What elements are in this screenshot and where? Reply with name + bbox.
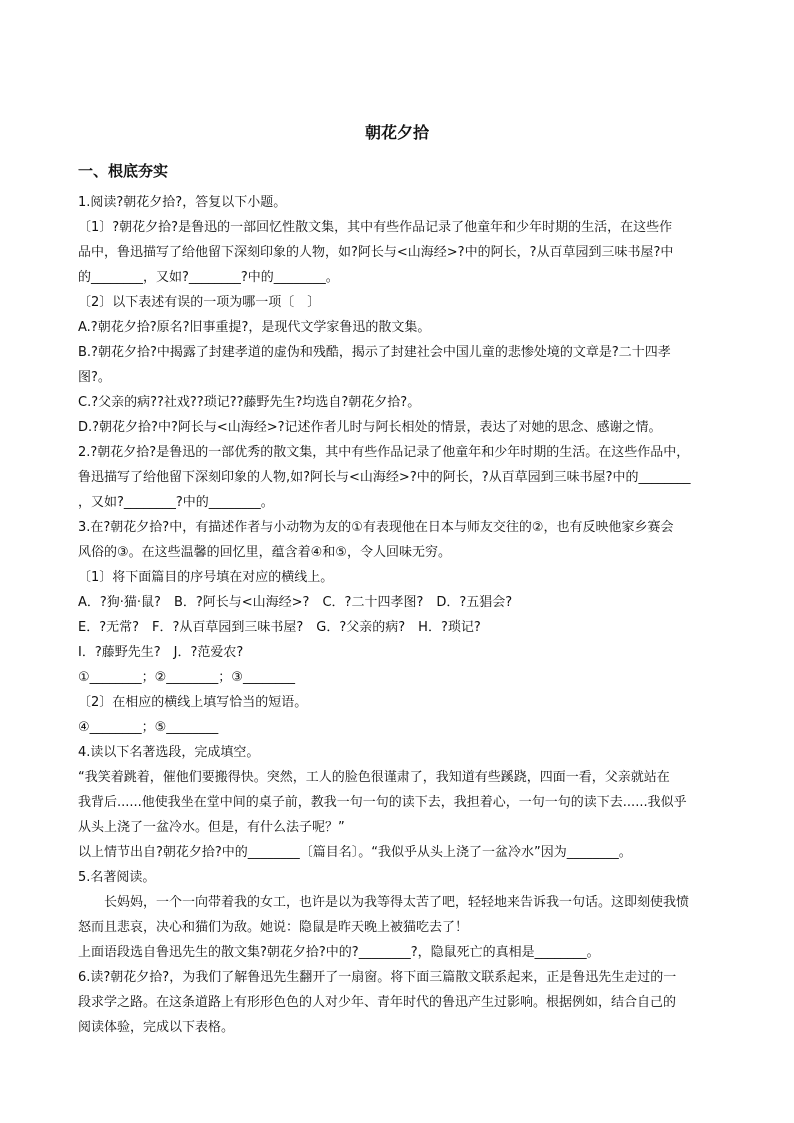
question-5-excerpt-1: 长妈妈，一个一向带着我的女工，也许是以为我等得太苦了吧，轻轻地来告诉我一句话。这即刻使我愤 <box>104 895 690 910</box>
question-3: 3.在?朝花夕拾?中，有描述作者与小动物为友的①有表现他在日本与师友交往的②，也有反映他家乡赛会 <box>78 520 674 535</box>
question-1-part-1-cont: 品中，鲁迅描写了给他留下深刻印象的人物，如?阿长与<山海经>?中的阿长，?从百草园到三味书屋?中 <box>78 245 674 260</box>
question-4-excerpt-3: 从头上浇了一盆冷水。但是，有什么法子呢？” <box>78 820 345 835</box>
option-c: C.?父亲的病??社戏??琐记??藤野先生?均选自?朝花夕拾?。 <box>78 395 421 410</box>
question-1-part-1-blanks: 的________，又如?________?中的________。 <box>78 270 339 285</box>
question-4-blanks: 以上情节出自?朝花夕拾?中的________〔篇目名〕。“我似乎从头上浇了一盆冷水”因为________。 <box>78 845 632 860</box>
question-5: 5.名著阅读。 <box>78 870 156 885</box>
question-6-cont-1: 段求学之路。在这条道路上有形形色色的人对少年、青年时代的鲁迅产生过影响。根据例如，结合自己的 <box>78 995 677 1010</box>
question-3-blanks-2: ④________；⑤________ <box>78 720 219 735</box>
question-5-blanks: 上面语段选自鲁迅先生的散文集?朝花夕拾?中的?________?，隐鼠死亡的真相是________。 <box>78 945 600 960</box>
question-6: 6.读?朝花夕拾?，为我们了解鲁迅先生翻开了一扇窗。将下面三篇散文联系起来，正是鲁迅先生走过的一 <box>78 970 677 985</box>
section-heading: 一、根底夯实 <box>78 162 169 180</box>
option-b-cont: 图?。 <box>78 370 111 385</box>
question-3-part-1: 〔1〕将下面篇目的序号填在对应的横线上。 <box>78 570 334 585</box>
question-6-cont-2: 阅读体验，完成以下表格。 <box>78 1020 235 1035</box>
option-d: D.?朝花夕拾?中?阿长与<山海经>?记述作者儿时与阿长相处的情景，表达了对她的思念、感谢之情。 <box>78 420 662 435</box>
question-3-options-row-3: I．?藤野先生? J．?范爱农? <box>78 645 244 660</box>
question-1-part-1: 〔1〕?朝花夕拾?是鲁迅的一部回忆性散文集，其中有些作品记录了他童年和少年时期的生活，在这些作 <box>78 220 673 235</box>
question-3-blanks-1: ①________；②________；③________ <box>78 670 295 685</box>
question-2-cont: 鲁迅描写了给他留下深刻印象的人物,如?阿长与<山海经>?中的阿长，?从百草园到三味书屋?中的________ <box>78 470 691 485</box>
option-b: B.?朝花夕拾?中揭露了封建孝道的虚伪和残酷，揭示了封建社会中国儿童的悲惨处境的文章是?二十四孝 <box>78 345 671 360</box>
question-3-cont: 风俗的③。在这些温馨的回忆里，蕴含着④和⑤，令人回味无穷。 <box>78 545 451 560</box>
document-body <box>78 190 720 1040</box>
question-4-excerpt-2: 我背后......他使我坐在堂中间的桌子前，教我一句一句的读下去，我担着心，一句一句的读下去......我似乎 <box>78 795 687 810</box>
option-a: A.?朝花夕拾?原名?旧事重提?，是现代文学家鲁迅的散文集。 <box>78 320 431 335</box>
question-3-options-row-2: E．?无常? F．?从百草园到三味书屋? G．?父亲的病? H．?琐记? <box>78 620 481 635</box>
question-3-options-row-1: A．?狗·猫·鼠? B．?阿长与<山海经>? C．?二十四孝图? D．?五猖会? <box>78 595 513 610</box>
question-3-part-2: 〔2〕在相应的横线上填写恰当的短语。 <box>78 695 308 710</box>
question-1-part-2: 〔2〕以下表述有误的一项为哪一项〔 〕 <box>78 295 321 310</box>
document-title: 朝花夕拾 <box>364 123 429 142</box>
question-1-prompt: 1.阅读?朝花夕拾?，答复以下小题。 <box>78 195 287 210</box>
question-2-blanks: ，又如?________?中的________。 <box>78 495 274 510</box>
question-4: 4.读以下名著选段，完成填空。 <box>78 745 260 760</box>
question-2: 2.?朝花夕拾?是鲁迅的一部优秀的散文集，其中有些作品记录了他童年和少年时期的生活。在这些作品中， <box>78 445 690 460</box>
question-4-excerpt-1: “我笑着跳着，催他们要搬得快。突然，工人的脸色很谨肃了，我知道有些蹊跷，四面一看，父亲就站在 <box>78 770 670 785</box>
question-5-excerpt-2: 怒而且悲哀，决心和猫们为敌。她说：隐鼠是昨天晚上被猫吃去了！ <box>78 920 469 935</box>
